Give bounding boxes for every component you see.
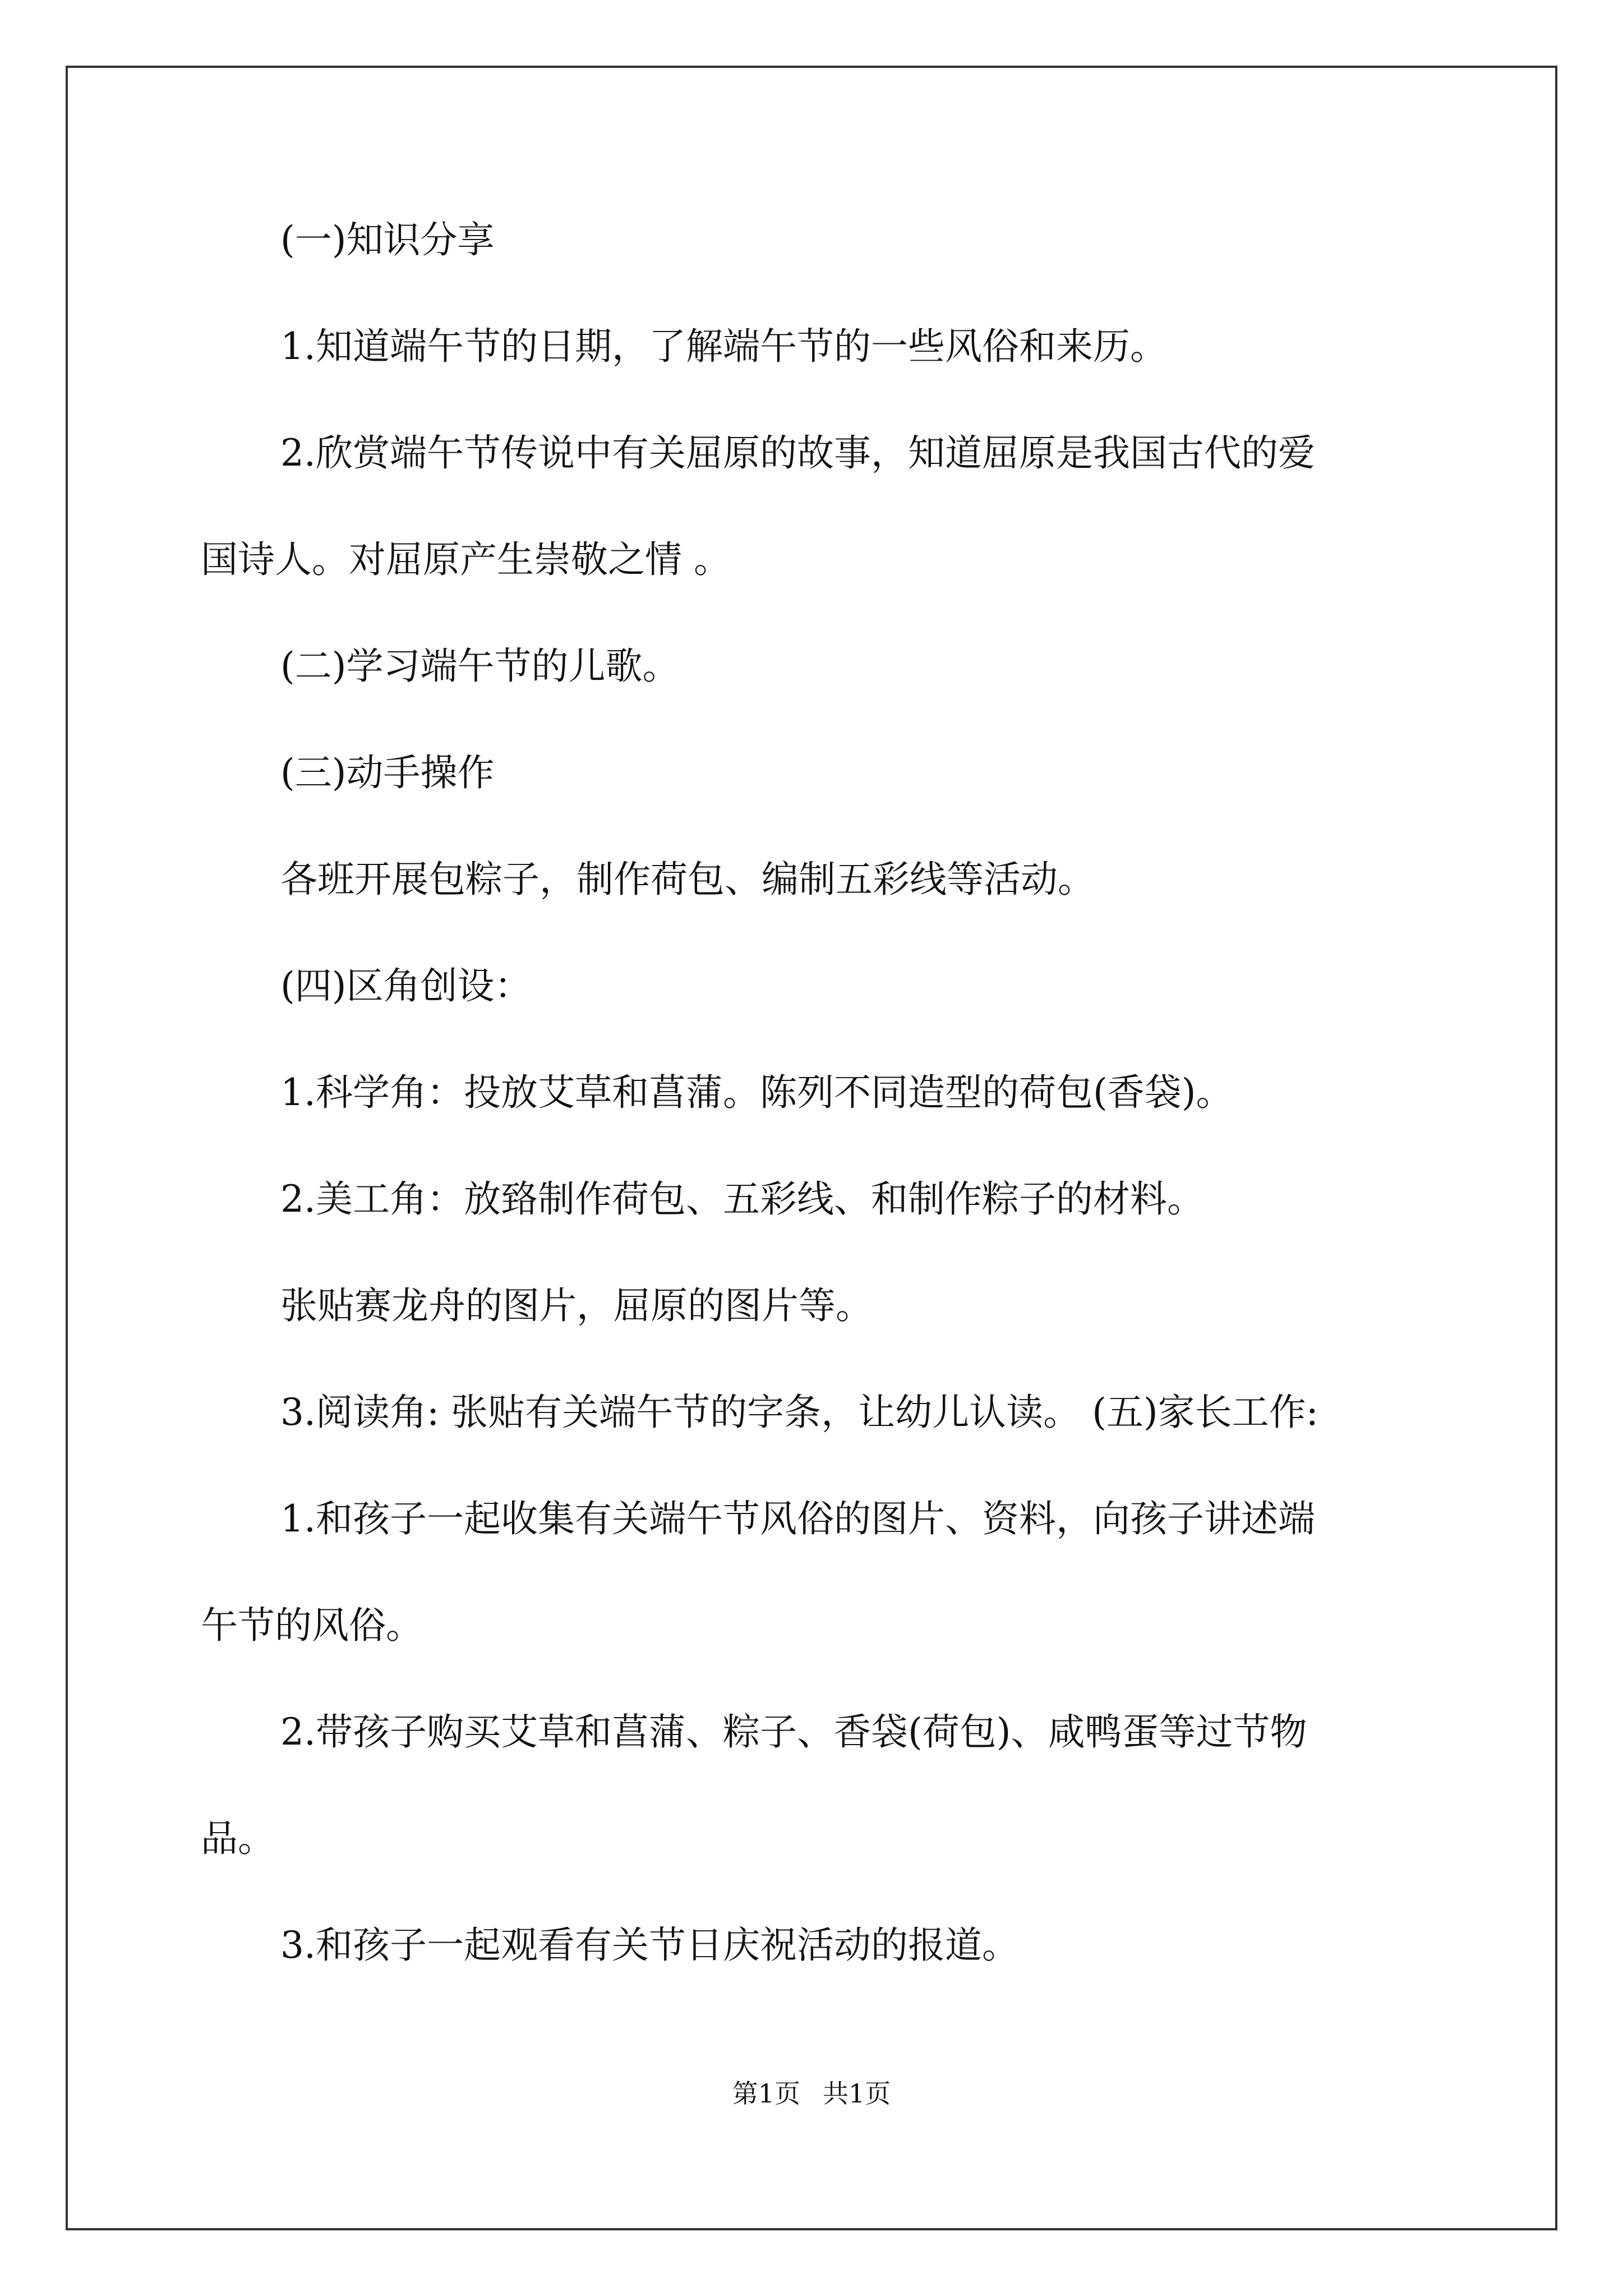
paragraph-line: 品。 [201,1817,275,1860]
page-number-total: 共1页 [823,2078,891,2109]
paragraph: 张贴赛龙舟的图片，屈原的图片等。 [280,1284,873,1327]
paragraph-line: 2.欣赏端午节传说中有关屈原的故事，知道屈原是我国古代的爱 [280,431,1315,475]
list-item: 3.阅读角: 张贴有关端午节的字条，让幼儿认读。 (五)家长工作: [280,1391,1318,1434]
section-heading-corners: (四)区角创设： [280,964,532,1007]
list-item [201,1492,1423,1653]
paragraph-line: 午节的风俗。 [201,1604,423,1647]
list-item: 3.和孩子一起观看有关节日庆祝活动的报道。 [280,1924,1019,1967]
list-item: 2.美工角：放臵制作荷包、五彩线、和制作粽子的材料。 [280,1177,1204,1221]
paragraph: 各班开展包粽子，制作荷包、编制五彩线等活动。 [280,858,1095,901]
document-body [201,213,1423,2025]
section-heading-hands-on: (三)动手操作 [280,751,495,794]
page-footer [0,2077,1623,2110]
page-number-current: 第1页 [732,2078,800,2109]
paragraph-line: 2.带孩子购买艾草和菖蒲、粽子、香袋(荷包)、咸鸭蛋等过节物 [280,1710,1307,1754]
paragraph-line: 1.和孩子一起收集有关端午节风俗的图片、资料，向孩子讲述端 [280,1497,1315,1540]
section-heading-songs: (二)学习端午节的儿歌。 [280,645,680,688]
paragraph-line: 国诗人。对屈原产生崇敬之情 。 [201,538,731,581]
list-item [201,1705,1423,1866]
list-item: 1.知道端午节的日期，了解端午节的一些风俗和来历。 [280,325,1167,368]
section-heading-knowledge: (一)知识分享 [280,218,495,261]
list-item: 1.科学角：投放艾草和菖蒲。陈列不同造型的荷包(香袋)。 [280,1071,1233,1114]
list-item [201,426,1423,587]
